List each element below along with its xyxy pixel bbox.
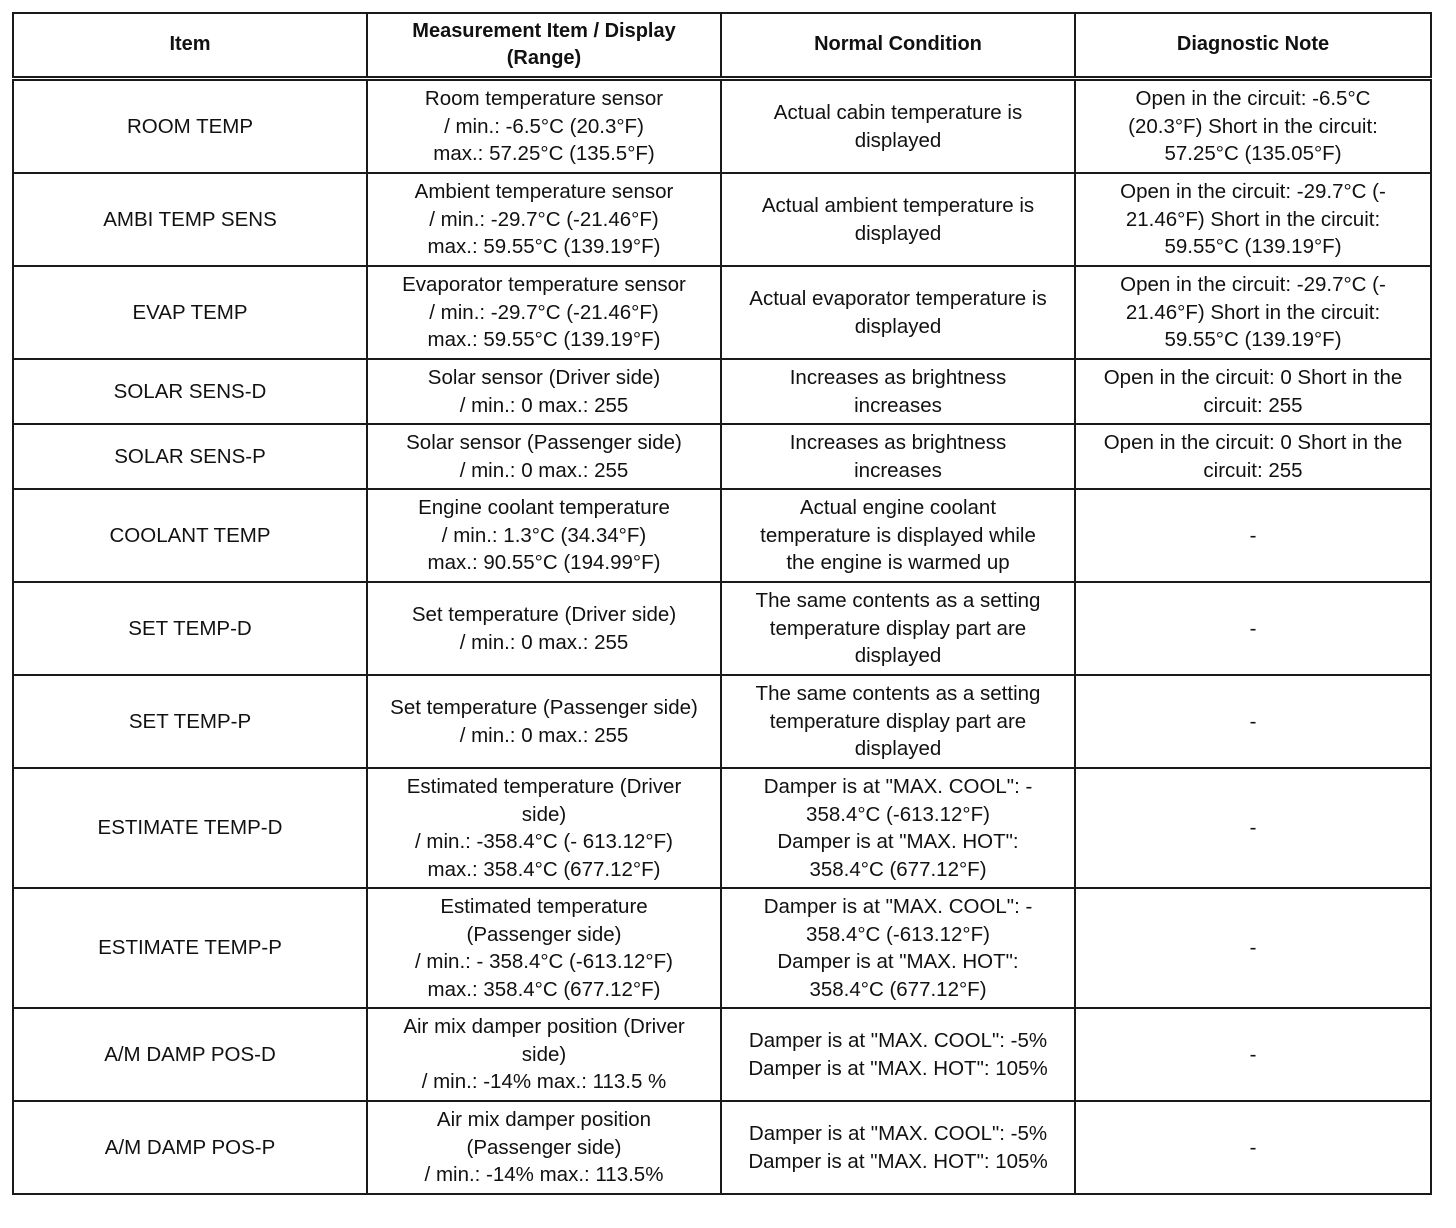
cell-measurement bbox=[367, 266, 721, 359]
cell-normal-condition-line: temperature display part are bbox=[769, 709, 1027, 733]
cell-diagnostic-note-line: - bbox=[1249, 616, 1257, 640]
cell-item: ESTIMATE TEMP-P bbox=[13, 888, 367, 1008]
cell-diagnostic-note-line: 57.25°C (135.05°F) bbox=[1164, 142, 1342, 166]
header-measurement-line: Measurement Item / Display bbox=[412, 19, 676, 42]
cell-measurement-line: / min.: 0 max.: 255 bbox=[459, 723, 629, 747]
cell-measurement-line: / min.: - 358.4°C (-613.12°F) bbox=[415, 950, 673, 973]
cell-normal-condition-line: Damper is at "MAX. COOL": -5% bbox=[748, 1029, 1048, 1052]
cell-measurement-line: Estimated temperature bbox=[440, 895, 648, 918]
cell-diagnostic-note bbox=[1075, 79, 1431, 174]
cell-measurement-line: max.: 57.25°C (135.5°F) bbox=[433, 142, 655, 166]
cell-diagnostic-note bbox=[1075, 359, 1431, 424]
cell-normal-condition bbox=[721, 359, 1075, 424]
cell-diagnostic-note-line: - bbox=[1249, 816, 1257, 840]
cell-diagnostic-note-line: - bbox=[1249, 709, 1257, 733]
cell-normal-condition-line: Damper is at "MAX. COOL": - bbox=[763, 775, 1033, 798]
cell-normal-condition-line: Damper is at "MAX. HOT": bbox=[777, 950, 1019, 973]
cell-measurement bbox=[367, 359, 721, 424]
cell-diagnostic-note bbox=[1075, 675, 1431, 768]
cell-normal-condition-line: increases bbox=[854, 458, 942, 482]
cell-item: A/M DAMP POS-P bbox=[13, 1101, 367, 1194]
header-measurement-line: (Range) bbox=[506, 47, 582, 69]
cell-measurement bbox=[367, 173, 721, 266]
cell-normal-condition bbox=[721, 768, 1075, 888]
cell-diagnostic-note-line: - bbox=[1249, 936, 1257, 960]
cell-measurement-line: / min.: 1.3°C (34.34°F) bbox=[441, 523, 647, 547]
cell-diagnostic-note bbox=[1075, 424, 1431, 489]
cell-measurement bbox=[367, 489, 721, 582]
header-item: Item bbox=[13, 13, 367, 79]
cell-item: SOLAR SENS-P bbox=[13, 424, 367, 489]
cell-diagnostic-note-line: circuit: 255 bbox=[1203, 393, 1303, 417]
cell-diagnostic-note-line: Open in the circuit: -29.7°C (- bbox=[1120, 273, 1386, 297]
cell-measurement-line: (Passenger side) bbox=[466, 1135, 622, 1159]
cell-normal-condition-line: Damper is at "MAX. COOL": - bbox=[763, 895, 1033, 918]
cell-item: A/M DAMP POS-D bbox=[13, 1008, 367, 1101]
cell-measurement-line: max.: 59.55°C (139.19°F) bbox=[427, 328, 661, 352]
header-normal-condition: Normal Condition bbox=[721, 13, 1075, 79]
cell-measurement-line: Air mix damper position bbox=[436, 1108, 652, 1132]
cell-normal-condition-line: 358.4°C (-613.12°F) bbox=[806, 922, 990, 946]
cell-measurement-line: max.: 358.4°C (677.12°F) bbox=[427, 857, 661, 881]
header-measurement bbox=[367, 13, 721, 79]
table-row bbox=[13, 768, 1431, 888]
cell-measurement-line: Solar sensor (Driver side) bbox=[427, 366, 661, 389]
cell-item: ESTIMATE TEMP-D bbox=[13, 768, 367, 888]
cell-normal-condition-line: temperature is displayed while bbox=[760, 523, 1036, 547]
cell-measurement-line: / min.: 0 max.: 255 bbox=[459, 630, 629, 654]
cell-measurement-line: Air mix damper position (Driver bbox=[403, 1015, 685, 1039]
cell-normal-condition bbox=[721, 424, 1075, 489]
cell-measurement-line: / min.: -29.7°C (-21.46°F) bbox=[429, 207, 659, 231]
cell-item: EVAP TEMP bbox=[13, 266, 367, 359]
cell-measurement-line: max.: 90.55°C (194.99°F) bbox=[427, 551, 661, 575]
data-list-table bbox=[12, 12, 1432, 1195]
cell-measurement-line: Ambient temperature sensor bbox=[414, 180, 674, 204]
cell-normal-condition bbox=[721, 1008, 1075, 1101]
cell-diagnostic-note-line: 21.46°F) Short in the circuit: bbox=[1125, 300, 1381, 324]
cell-diagnostic-note-line: circuit: 255 bbox=[1203, 458, 1303, 482]
cell-measurement bbox=[367, 79, 721, 174]
cell-measurement-line: Set temperature (Passenger side) bbox=[390, 696, 698, 719]
cell-normal-condition-line: displayed bbox=[854, 737, 942, 761]
cell-diagnostic-note bbox=[1075, 1101, 1431, 1194]
cell-measurement bbox=[367, 582, 721, 675]
cell-diagnostic-note-line: Open in the circuit: -6.5°C bbox=[1135, 87, 1371, 111]
cell-measurement-line: / min.: 0 max.: 255 bbox=[459, 458, 629, 482]
table-body bbox=[13, 79, 1431, 1195]
cell-measurement bbox=[367, 424, 721, 489]
cell-diagnostic-note-line: 21.46°F) Short in the circuit: bbox=[1125, 207, 1381, 231]
cell-diagnostic-note bbox=[1075, 768, 1431, 888]
table-row bbox=[13, 1008, 1431, 1101]
table-row bbox=[13, 489, 1431, 582]
cell-measurement bbox=[367, 1101, 721, 1194]
table-row bbox=[13, 359, 1431, 424]
cell-diagnostic-note bbox=[1075, 266, 1431, 359]
cell-diagnostic-note bbox=[1075, 173, 1431, 266]
cell-normal-condition bbox=[721, 1101, 1075, 1194]
table-row bbox=[13, 582, 1431, 675]
cell-normal-condition bbox=[721, 675, 1075, 768]
cell-normal-condition-line: displayed bbox=[854, 314, 942, 338]
cell-measurement-line: Set temperature (Driver side) bbox=[411, 603, 677, 626]
cell-measurement-line: / min.: -14% max.: 113.5% bbox=[424, 1163, 664, 1187]
cell-diagnostic-note-line: - bbox=[1249, 1042, 1257, 1066]
cell-measurement-line: / min.: -358.4°C (- 613.12°F) bbox=[415, 830, 673, 853]
table-row bbox=[13, 173, 1431, 266]
cell-diagnostic-note-line: Open in the circuit: -29.7°C (- bbox=[1120, 180, 1386, 204]
cell-item: ROOM TEMP bbox=[13, 79, 367, 174]
cell-diagnostic-note-line: Open in the circuit: 0 Short in the bbox=[1103, 366, 1403, 389]
cell-normal-condition-line: The same contents as a setting bbox=[755, 589, 1041, 613]
cell-normal-condition bbox=[721, 888, 1075, 1008]
cell-measurement-line: Engine coolant temperature bbox=[418, 496, 670, 520]
cell-measurement-line: Room temperature sensor bbox=[424, 87, 664, 111]
cell-normal-condition-line: displayed bbox=[854, 128, 942, 152]
cell-diagnostic-note bbox=[1075, 888, 1431, 1008]
cell-normal-condition-line: 358.4°C (677.12°F) bbox=[809, 977, 987, 1001]
cell-measurement-line: Evaporator temperature sensor bbox=[402, 273, 686, 297]
cell-normal-condition-line: Actual evaporator temperature is bbox=[749, 287, 1047, 310]
cell-measurement bbox=[367, 1008, 721, 1101]
cell-normal-condition bbox=[721, 173, 1075, 266]
cell-normal-condition bbox=[721, 582, 1075, 675]
cell-normal-condition-line: 358.4°C (677.12°F) bbox=[809, 857, 987, 881]
table-row bbox=[13, 424, 1431, 489]
cell-diagnostic-note bbox=[1075, 582, 1431, 675]
cell-normal-condition-line: displayed bbox=[854, 644, 942, 668]
cell-normal-condition-line: increases bbox=[854, 393, 942, 417]
table-row bbox=[13, 675, 1431, 768]
cell-measurement-line: max.: 358.4°C (677.12°F) bbox=[427, 977, 661, 1001]
cell-normal-condition-line: Damper is at "MAX. HOT": 105% bbox=[748, 1056, 1048, 1080]
cell-item: AMBI TEMP SENS bbox=[13, 173, 367, 266]
cell-measurement-line: / min.: -29.7°C (-21.46°F) bbox=[429, 300, 659, 324]
cell-normal-condition-line: temperature display part are bbox=[769, 616, 1027, 640]
cell-diagnostic-note-line: 59.55°C (139.19°F) bbox=[1164, 328, 1342, 352]
cell-measurement-line: max.: 59.55°C (139.19°F) bbox=[427, 235, 661, 259]
cell-normal-condition-line: Increases as brightness bbox=[789, 366, 1007, 389]
table-row bbox=[13, 1101, 1431, 1194]
cell-measurement bbox=[367, 888, 721, 1008]
cell-normal-condition-line: Actual engine coolant bbox=[799, 496, 997, 520]
header-diagnostic-note: Diagnostic Note bbox=[1075, 13, 1431, 79]
table-row bbox=[13, 266, 1431, 359]
cell-diagnostic-note bbox=[1075, 489, 1431, 582]
cell-normal-condition-line: displayed bbox=[854, 221, 942, 245]
cell-normal-condition-line: The same contents as a setting bbox=[755, 682, 1041, 706]
cell-item: SET TEMP-D bbox=[13, 582, 367, 675]
cell-diagnostic-note-line: 59.55°C (139.19°F) bbox=[1164, 235, 1342, 259]
cell-measurement bbox=[367, 768, 721, 888]
table-row bbox=[13, 79, 1431, 174]
cell-measurement bbox=[367, 675, 721, 768]
cell-measurement-line: / min.: -6.5°C (20.3°F) bbox=[444, 114, 644, 138]
cell-diagnostic-note-line: - bbox=[1249, 523, 1257, 547]
cell-item: SOLAR SENS-D bbox=[13, 359, 367, 424]
cell-normal-condition-line: Actual cabin temperature is bbox=[773, 101, 1023, 124]
cell-normal-condition-line: Increases as brightness bbox=[789, 431, 1007, 454]
cell-measurement-line: Estimated temperature (Driver bbox=[406, 775, 682, 798]
header-row bbox=[13, 13, 1431, 79]
cell-normal-condition-line: 358.4°C (-613.12°F) bbox=[806, 802, 990, 826]
cell-diagnostic-note-line: (20.3°F) Short in the circuit: bbox=[1128, 114, 1378, 138]
cell-measurement-line: side) bbox=[521, 802, 567, 826]
table-header bbox=[13, 13, 1431, 79]
cell-normal-condition-line: Damper is at "MAX. HOT": 105% bbox=[748, 1149, 1048, 1173]
cell-measurement-line: (Passenger side) bbox=[466, 922, 622, 946]
table-row bbox=[13, 888, 1431, 1008]
cell-normal-condition-line: Actual ambient temperature is bbox=[761, 194, 1035, 217]
cell-normal-condition-line: Damper is at "MAX. HOT": bbox=[777, 830, 1019, 853]
cell-measurement-line: / min.: -14% max.: 113.5 % bbox=[421, 1070, 667, 1094]
cell-measurement-line: Solar sensor (Passenger side) bbox=[406, 431, 682, 454]
cell-normal-condition bbox=[721, 79, 1075, 174]
cell-diagnostic-note-line: Open in the circuit: 0 Short in the bbox=[1103, 431, 1403, 454]
cell-diagnostic-note-line: - bbox=[1249, 1135, 1257, 1159]
cell-normal-condition bbox=[721, 489, 1075, 582]
cell-normal-condition-line: Damper is at "MAX. COOL": -5% bbox=[748, 1122, 1048, 1145]
cell-measurement-line: / min.: 0 max.: 255 bbox=[459, 393, 629, 417]
cell-measurement-line: side) bbox=[521, 1042, 567, 1066]
cell-diagnostic-note bbox=[1075, 1008, 1431, 1101]
cell-item: COOLANT TEMP bbox=[13, 489, 367, 582]
cell-normal-condition bbox=[721, 266, 1075, 359]
cell-item: SET TEMP-P bbox=[13, 675, 367, 768]
cell-normal-condition-line: the engine is warmed up bbox=[786, 551, 1010, 575]
